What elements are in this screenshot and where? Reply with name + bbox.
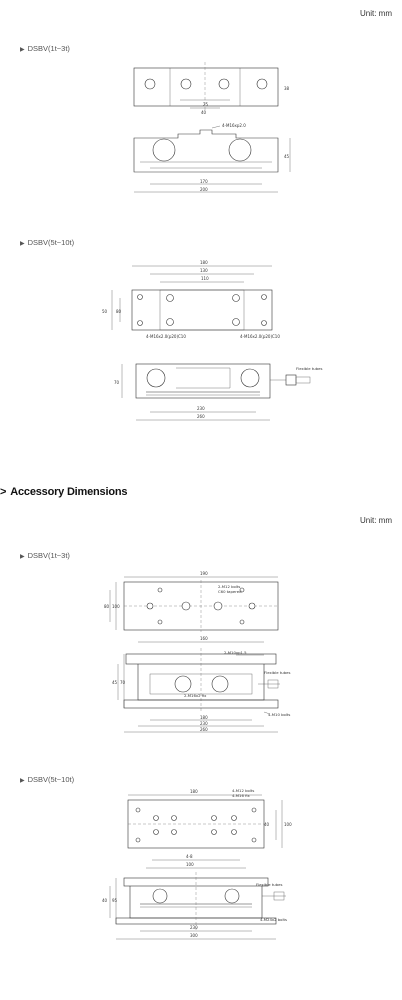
top-dim-a: 25 (203, 102, 209, 107)
callout-flexible: Flexible tubes (264, 670, 291, 675)
side-dim-2: 95 (112, 898, 118, 903)
flexible-label: Flexible tubes (296, 366, 323, 371)
left-dim-2: 100 (112, 604, 120, 609)
front-total-dim: 200 (200, 187, 208, 192)
right-dim-2: 100 (284, 822, 292, 827)
bullet-triangle-icon: ▶ (20, 47, 25, 53)
bullet-triangle-icon: ▶ (20, 778, 25, 784)
front-view (102, 854, 287, 939)
bottom-dim-3: 260 (200, 727, 208, 732)
top-width-dim: 180 (190, 789, 198, 794)
callout-anchor: 4-M10 bolts (268, 712, 291, 717)
front-side-dim: 45 (284, 154, 290, 159)
front-top-dim: 160 (200, 636, 208, 641)
bottom-dim-1: 180 (200, 715, 208, 720)
side-dim-2: 70 (120, 680, 126, 685)
top-dim-1: 180 (200, 260, 208, 265)
front-top-dim-2: 100 (186, 862, 194, 867)
model-label-text: DSBV(5t~10t) (27, 238, 75, 247)
side-dim-1: 40 (102, 898, 108, 903)
callout-top-2: 4-M16 fix (232, 793, 250, 798)
model-label-text: DSBV(5t~10t) (27, 775, 75, 784)
unit-label: Unit: mm (360, 9, 392, 18)
callout-right: 4-M16x2.0(p20)C10 (240, 334, 280, 339)
callout-bolt: 2-M10xp1.5 (224, 650, 247, 655)
flexible-label: Flexible tubes (256, 882, 283, 887)
front-top-dim-1: 4-8 (186, 854, 193, 859)
callout-base: 4-M24x2 bolts (260, 917, 288, 922)
callout-top-2: C60 tapered (218, 589, 242, 594)
top-dim-b: 40 (201, 110, 207, 115)
unit-label: Unit: mm (360, 516, 392, 525)
front-width-dim: 170 (200, 179, 208, 184)
top-side-dim: 38 (284, 86, 290, 91)
left-dim-1: 50 (102, 309, 108, 314)
left-dim-2: 80 (116, 309, 122, 314)
bottom-inner-dim: 230 (197, 406, 205, 411)
section-arrow-icon: > (0, 486, 7, 498)
bottom-total-dim: 260 (197, 414, 205, 419)
section-title-text: Accessory Dimensions (10, 486, 128, 498)
bottom-dim-1: 230 (190, 925, 198, 930)
bottom-dim-2: 230 (200, 721, 208, 726)
model-label-text: DSBV(1t~3t) (27, 551, 70, 560)
front-callout: 4-M16xp2.0 (222, 123, 246, 128)
model-label-text: DSBV(1t~3t) (27, 44, 70, 53)
bottom-dim-2: 300 (190, 933, 198, 938)
top-width-dim: 190 (200, 571, 208, 576)
top-view (128, 788, 292, 848)
bullet-triangle-icon: ▶ (20, 241, 25, 247)
right-dim-1: 40 (264, 822, 270, 827)
side-dim: 70 (114, 380, 120, 385)
top-dim-2: 130 (200, 268, 208, 273)
top-dim-3: 110 (201, 276, 209, 281)
bullet-triangle-icon: ▶ (20, 554, 25, 560)
left-dim-1: 80 (104, 604, 110, 609)
callout-top: 2-M12 bolts (218, 584, 241, 589)
side-dim-1: 45 (112, 680, 118, 685)
callout-left: 4-M16x2.0(p20)C10 (146, 334, 186, 339)
inner-label: 2-M16x2 fix (184, 693, 207, 698)
callout-top: 4-M12 bolts (232, 788, 255, 793)
